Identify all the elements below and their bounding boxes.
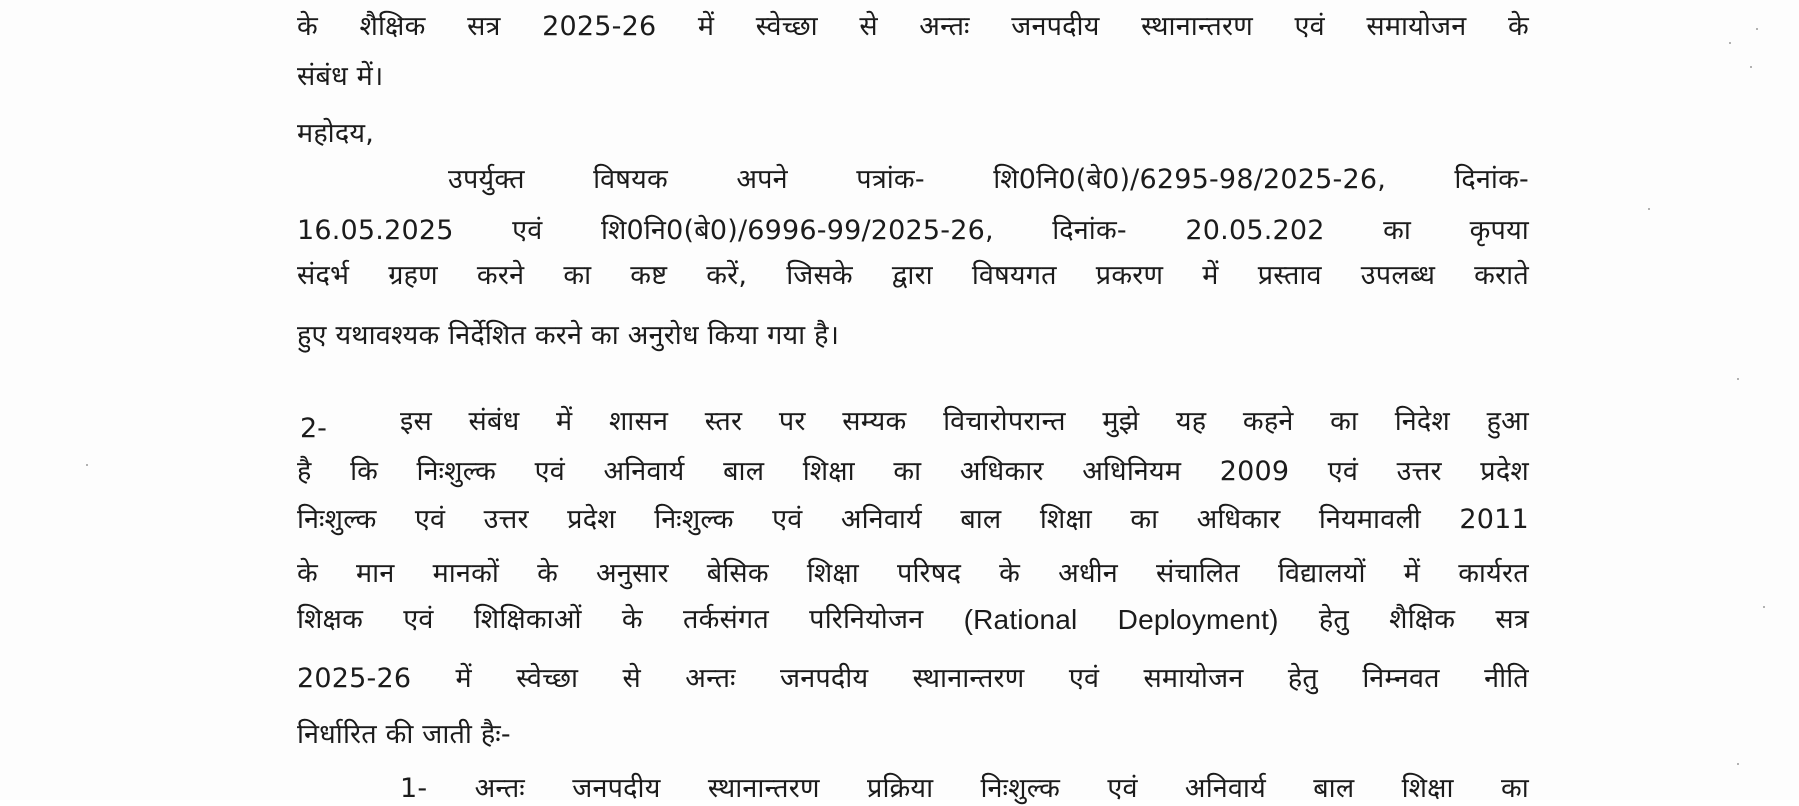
word: का <box>1383 215 1412 246</box>
word: बेसिक <box>706 558 769 589</box>
word: से <box>622 663 641 694</box>
word: शिक्षिकाओं <box>473 604 582 635</box>
word: 2025-26 <box>297 663 412 694</box>
word: है <box>297 456 312 487</box>
scan-speck <box>1750 66 1752 68</box>
word: के <box>297 558 318 589</box>
word: अन्तः <box>685 663 736 694</box>
word: नियमावली <box>1318 504 1421 535</box>
word: तर्कसंगत <box>682 604 769 635</box>
word: विषयक <box>593 164 668 195</box>
word: अन्तः <box>474 773 525 804</box>
word: एवं <box>1107 773 1138 804</box>
word: के <box>297 11 318 42</box>
word: विद्यालयों <box>1277 558 1366 589</box>
word: उत्तर <box>483 504 529 535</box>
word: अनिवार्य <box>603 456 685 487</box>
word: के <box>537 558 558 589</box>
word: यह <box>1175 406 1207 437</box>
word: का <box>1330 406 1359 437</box>
scan-speck <box>1648 208 1650 210</box>
word: स्तर <box>704 406 743 437</box>
word: एवं <box>534 456 565 487</box>
word: अनिवार्य <box>840 504 922 535</box>
word: 2009 <box>1219 456 1290 487</box>
scan-speck <box>1737 763 1739 765</box>
para2-line-3 <box>297 503 1529 537</box>
word: 16.05.2025 <box>297 215 454 246</box>
word: अनुसार <box>596 558 669 589</box>
word: परिषद <box>897 558 962 589</box>
subject-line-1 <box>297 10 1529 44</box>
word: 20.05.202 <box>1185 215 1325 246</box>
word: निदेश <box>1394 406 1450 437</box>
para1-line-1 <box>448 163 1529 197</box>
word: 2025-26 <box>542 11 657 42</box>
scan-speck <box>1763 606 1765 608</box>
word: विचारोपरान्त <box>943 406 1066 437</box>
para2-line-6 <box>297 662 1529 696</box>
salutation: महोदय, <box>297 118 375 149</box>
word: में <box>1403 558 1421 589</box>
word: स्थानान्तरण <box>707 773 820 804</box>
word: कि <box>350 456 379 487</box>
word: कष्ट <box>630 260 668 291</box>
word: सत्र <box>467 11 501 42</box>
word: उपर्युक्त <box>448 164 525 195</box>
word: स्वेच्छा <box>516 663 579 694</box>
word: में <box>555 406 573 437</box>
word: स्थानान्तरण <box>912 663 1025 694</box>
word: निम्नवत <box>1362 663 1440 694</box>
word: शि0नि0(बे0)/6996-99/2025-26, <box>601 215 994 246</box>
word: दिनांक- <box>1052 215 1127 246</box>
word: जनपदीय <box>779 663 869 694</box>
word: 1- <box>400 773 428 804</box>
word: 2011 <box>1459 504 1529 535</box>
word: संबंध <box>468 406 520 437</box>
word: दिनांक- <box>1454 164 1529 195</box>
word: शासन <box>608 406 669 437</box>
word: उपलब्ध <box>1360 260 1436 291</box>
word: बाल <box>1313 773 1355 804</box>
word: सत्र <box>1495 604 1529 635</box>
word: (Rational <box>963 604 1078 635</box>
word: शिक्षा <box>806 558 859 589</box>
word: का <box>1130 504 1159 535</box>
word: सम्यक <box>842 406 907 437</box>
para2-line-5 <box>297 603 1529 637</box>
word: एवं <box>1327 456 1359 487</box>
word: अधीन <box>1058 558 1118 589</box>
para1-line-2 <box>297 214 1529 248</box>
scan-speck <box>1756 28 1758 30</box>
word: निःशुल्क <box>654 504 734 535</box>
word: के <box>1507 11 1529 42</box>
word: में <box>697 11 715 42</box>
paragraph-2-number: 2- <box>300 413 327 444</box>
para1-line-3 <box>297 259 1529 293</box>
word: हेतु <box>1318 604 1349 635</box>
word: अधिकार <box>1196 504 1281 535</box>
para2-line-7: निर्धारित की जाती हैः- <box>297 719 511 750</box>
word: अन्तः <box>919 11 970 42</box>
word: संचालित <box>1156 558 1240 589</box>
word: अधिकार <box>959 456 1044 487</box>
para1-line-4: हुए यथावश्यक निर्देशित करने का अनुरोध किया गया है। <box>297 320 840 351</box>
word: जनपदीय <box>572 773 661 804</box>
word: संदर्भ <box>297 260 350 291</box>
word: एवं <box>414 504 446 535</box>
word: शैक्षिक <box>1389 604 1456 635</box>
word: जिसके <box>786 260 853 291</box>
word: समायोजन <box>1366 11 1467 42</box>
word: मुझे <box>1102 406 1140 437</box>
word: करने <box>476 260 525 291</box>
word: इस <box>400 406 432 437</box>
word: निःशुल्क <box>416 456 497 487</box>
word: कहने <box>1242 406 1294 437</box>
word: शिक्षा <box>1401 773 1454 804</box>
word: अपने <box>736 164 788 195</box>
word: एवं <box>1294 11 1325 42</box>
word: बाल <box>960 504 1002 535</box>
word: का <box>893 456 922 487</box>
word: प्रस्ताव <box>1257 260 1322 291</box>
word: से <box>859 11 878 42</box>
word: जनपदीय <box>1011 11 1100 42</box>
word: स्वेच्छा <box>755 11 818 42</box>
word: शिक्षक <box>297 604 364 635</box>
word: अधिनियम <box>1082 456 1182 487</box>
word: शि0नि0(बे0)/6295-98/2025-26, <box>993 164 1386 195</box>
word: मानकों <box>432 558 500 589</box>
word: नीति <box>1484 663 1529 694</box>
word: में <box>1202 260 1219 291</box>
word: समायोजन <box>1143 663 1244 694</box>
word: एवं <box>403 604 434 635</box>
para2-line-1 <box>400 405 1529 439</box>
word: एवं <box>1068 663 1100 694</box>
word: एवं <box>512 215 543 246</box>
word: कृपया <box>1469 215 1529 246</box>
word: द्वारा <box>891 260 933 291</box>
word: ग्रहण <box>388 260 438 291</box>
word: अनिवार्य <box>1184 773 1266 804</box>
word: Deployment) <box>1117 604 1279 635</box>
word: विषयगत <box>971 260 1057 291</box>
word: हुआ <box>1486 406 1529 437</box>
word: का <box>563 260 592 291</box>
word: परिनियोजन <box>809 604 924 635</box>
word: निःशुल्क <box>297 504 377 535</box>
scan-speck <box>86 464 88 466</box>
word: निःशुल्क <box>980 773 1061 804</box>
para2-line-4 <box>297 557 1529 591</box>
word: एवं <box>772 504 803 535</box>
scan-speck <box>1729 42 1731 44</box>
word: का <box>1500 773 1529 804</box>
word: के <box>999 558 1021 589</box>
word: प्रदेश <box>1480 456 1529 487</box>
word: कराते <box>1474 260 1529 291</box>
word: उत्तर <box>1396 456 1442 487</box>
word: के <box>621 604 643 635</box>
word: पत्रांक- <box>856 164 925 195</box>
scan-speck <box>1737 378 1739 380</box>
point-1-line <box>400 772 1529 806</box>
word: पर <box>778 406 806 437</box>
subject-line-2: संबंध में। <box>297 61 384 92</box>
word: स्थानान्तरण <box>1141 11 1253 42</box>
word: प्रक्रिया <box>866 773 934 804</box>
word: हेतु <box>1287 663 1318 694</box>
word: शिक्षा <box>802 456 855 487</box>
word: कार्यरत <box>1458 558 1529 589</box>
word: शिक्षा <box>1039 504 1092 535</box>
word: बाल <box>723 456 765 487</box>
word: करें, <box>706 260 748 291</box>
word: मान <box>355 558 395 589</box>
para2-line-2 <box>297 455 1529 489</box>
word: प्रकरण <box>1095 260 1164 291</box>
word: प्रदेश <box>567 504 616 535</box>
word: में <box>455 663 472 694</box>
word: शैक्षिक <box>359 11 426 42</box>
